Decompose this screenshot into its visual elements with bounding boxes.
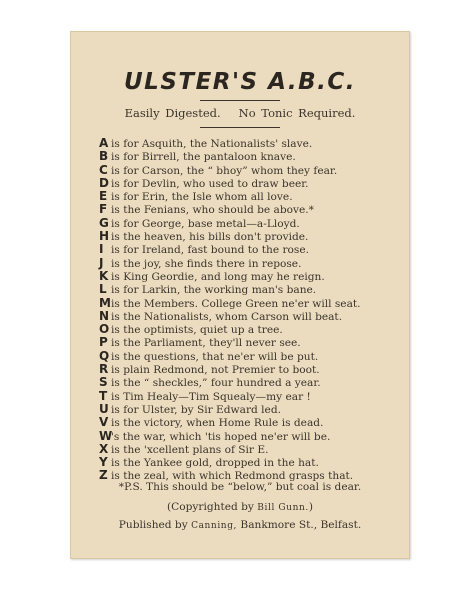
list-item [99, 230, 361, 243]
publisher-name: Canning, [191, 521, 238, 531]
entry-text: is the Nationalists, whom Carson will beat. [111, 310, 343, 323]
entry-text: is Tim Healy—Tim Squealy—my ear ! [111, 390, 311, 403]
entry-letter: U [99, 401, 109, 416]
list-item [99, 203, 361, 216]
list-item [99, 350, 361, 363]
entry-text: is the questions, that ne'er will be put. [111, 350, 319, 363]
entry-text: is plain Redmond, not Premier to boot. [111, 364, 320, 377]
entry-letter: T [99, 388, 108, 403]
subtitle-divider [200, 127, 280, 128]
copyright-suffix: ) [308, 501, 313, 513]
list-item [99, 323, 361, 336]
list-item [99, 363, 361, 376]
copyright-name: Bill Gunn. [257, 503, 309, 513]
entry-text: is for George, base metal—a-Lloyd. [111, 217, 300, 230]
entry-text: is for Ireland, fast bound to the rose. [111, 244, 309, 257]
entry-letter: Y [99, 455, 108, 470]
list-item [99, 416, 361, 429]
entry-letter: O [99, 322, 110, 337]
entry-text: is for Ulster, by Sir Edward led. [111, 403, 281, 416]
subtitle-left: Easily Digested. [124, 106, 221, 120]
entry-text: is King Geordie, and long may he reign. [111, 270, 325, 283]
list-item [99, 177, 361, 190]
list-item [99, 390, 361, 403]
entry-letter: D [99, 175, 109, 190]
postcard [70, 31, 410, 559]
entry-letter: H [99, 229, 110, 244]
list-item [99, 137, 361, 150]
entry-text: is the joy, she finds there in repose. [111, 257, 302, 270]
list-item [99, 403, 361, 416]
entry-letter: E [99, 189, 108, 204]
entry-letter: J [99, 255, 104, 270]
list-item [99, 456, 361, 469]
entry-letter: W [99, 428, 113, 443]
entry-letter: B [99, 149, 109, 164]
list-item [99, 430, 361, 443]
list-item [99, 150, 361, 163]
list-item [99, 283, 361, 296]
entry-text: is for Erin, the Isle whom all love. [111, 191, 293, 204]
subtitle [70, 106, 410, 120]
entry-letter: Z [99, 468, 108, 483]
list-item [99, 243, 361, 256]
entry-text: is the Fenians, who should be above.* [111, 204, 314, 217]
list-item [99, 257, 361, 270]
entry-text: is the Members. College Green ne'er will seat. [111, 297, 361, 310]
list-item [99, 297, 361, 310]
footnote: *P.S. This should be “below,” but coal is dear. [118, 481, 362, 493]
page-title: ULSTER'S A.B.C. [124, 69, 356, 95]
subtitle-right: No Tonic Required. [238, 106, 356, 120]
list-item [99, 190, 361, 203]
entry-letter: F [99, 202, 108, 217]
entry-letter: X [99, 441, 109, 456]
entry-letter: Q [99, 348, 110, 363]
publisher-address: Bankmore St., Belfast. [240, 519, 362, 531]
copyright-line [70, 501, 410, 513]
entry-letter: C [99, 162, 108, 177]
entry-letter: N [99, 308, 110, 323]
list-item [99, 217, 361, 230]
title-divider [200, 100, 280, 101]
list-item [99, 164, 361, 177]
entry-text: is the optimists, quiet up a tree. [111, 324, 283, 337]
entry-text: is for Carson, the “ bhoy” whom they fear. [111, 164, 338, 177]
entry-letter: G [99, 215, 109, 230]
entry-text: is the Parliament, they'll never see. [111, 337, 301, 350]
entry-letter: I [99, 242, 104, 257]
entry-text: is for Asquith, the Nationalists' slave. [111, 138, 313, 150]
copyright-prefix: (Copyrighted by [167, 501, 254, 513]
entry-letter: A [99, 136, 109, 150]
list-item [99, 443, 361, 456]
entry-text: is the heaven, his bills don't provide. [111, 231, 309, 244]
list-item [99, 376, 361, 389]
alphabet-list [99, 137, 361, 483]
entry-text: is for Birrell, the pantaloon knave. [111, 151, 296, 164]
entry-letter: K [99, 268, 109, 283]
publisher-prefix: Published by [118, 519, 188, 531]
entry-letter: P [99, 335, 108, 350]
entry-letter: R [99, 362, 109, 377]
entry-letter: S [99, 375, 108, 390]
list-item [99, 336, 361, 349]
entry-text: is the “ sheckles,” four hundred a year. [111, 377, 321, 390]
entry-text: is the zeal, with which Redmond grasps that. [111, 470, 354, 483]
entry-text: 's the war, which 'tis hoped ne'er will be. [111, 430, 331, 443]
entry-letter: L [99, 282, 107, 297]
entry-text: is the Yankee gold, dropped in the hat. [111, 457, 319, 470]
list-item [99, 310, 361, 323]
publisher-line [70, 519, 410, 531]
entry-text: is for Devlin, who used to draw beer. [111, 177, 309, 190]
entry-text: is the victory, when Home Rule is dead. [111, 417, 324, 430]
entry-text: is the 'xcellent plans of Sir E. [111, 443, 269, 456]
list-item [99, 270, 361, 283]
entry-letter: V [99, 415, 109, 430]
entry-text: is for Larkin, the working man's bane. [111, 284, 317, 297]
entry-letter: M [99, 295, 111, 310]
